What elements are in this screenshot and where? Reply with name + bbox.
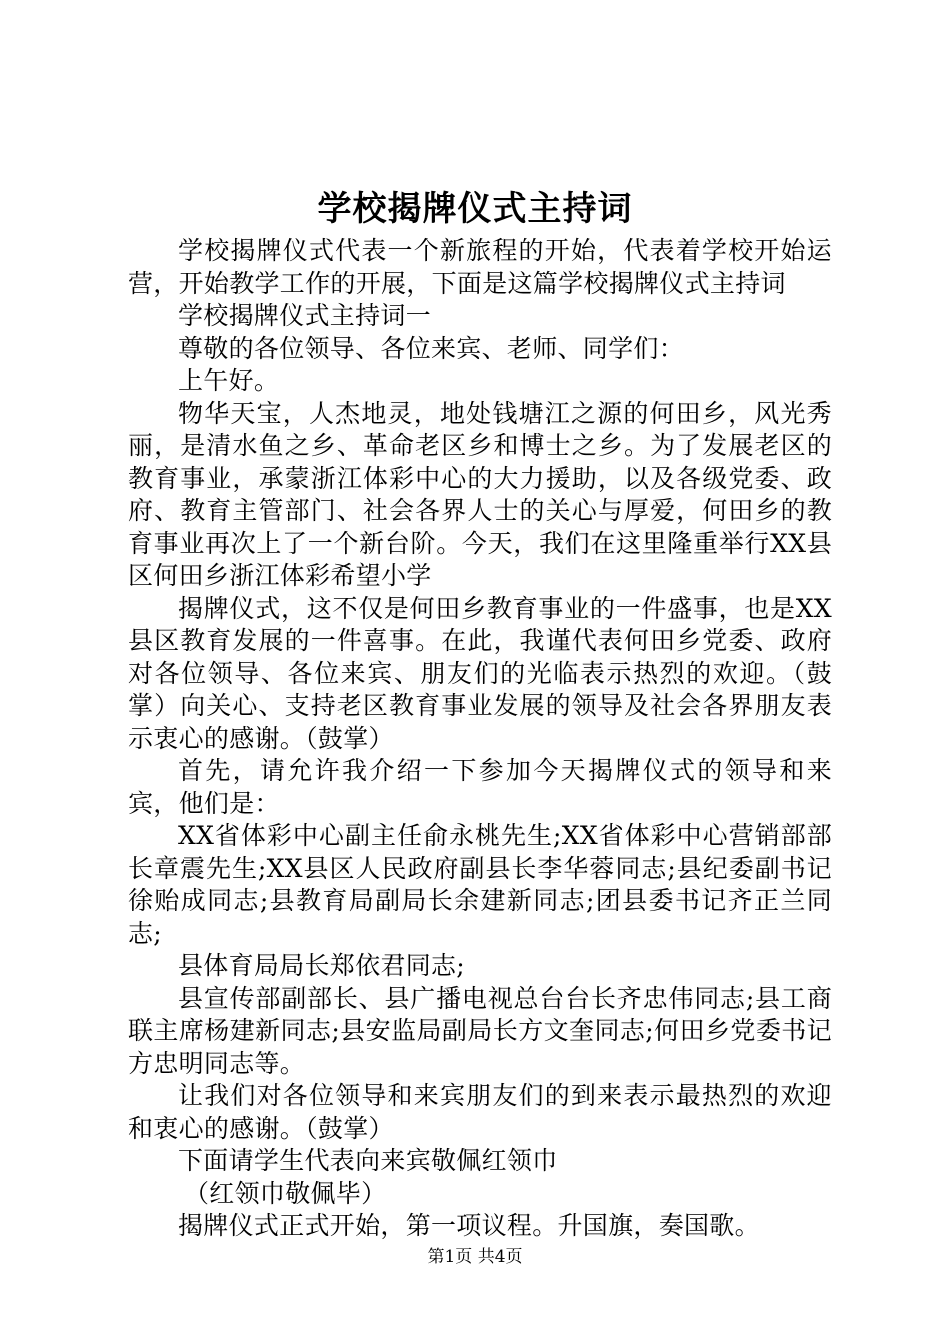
paragraph-greeting: 上午好。 xyxy=(178,366,280,395)
paragraph-red-scarf: 下面请学生代表向来宾敬佩红领巾 xyxy=(178,1146,558,1175)
paragraph-salutation: 尊敬的各位领导、各位来宾、老师、同学们： xyxy=(178,333,685,363)
paragraph-welcome: 揭牌仪式，这不仅是何田乡教育事业的一件盛事，也是XX县区教育发展的一件喜事。在此，我谨代表何田乡党委、政府对各位领导、各位来宾、朋友们的光临表示热烈的欢迎。（鼓掌）向关心、支持老区教育事业发展的领导及社会各界朋友表示衷心的感谢。（鼓掌） xyxy=(128,593,832,753)
paragraph-guest-list-1: XX省体彩中心副主任俞永桃先生;XX省体彩中心营销部部长章震先生;XX县区人民政府副县长李华蓉同志;县纪委副书记徐贻成同志;县教育局副局长余建新同志;团县委书记齐正兰同志; xyxy=(128,821,832,948)
paragraph-guest-list-3: 县宣传部副部长、县广播电视总台台长齐忠伟同志;县工商联主席杨建新同志;县安监局副局长方文奎同志;何田乡党委书记方忠明同志等。 xyxy=(128,983,832,1078)
page-footer: 第1页 共4页 xyxy=(427,1247,523,1267)
paragraph-red-scarf-done: （红领巾敬佩毕） xyxy=(184,1178,387,1208)
paragraph-background: 物华天宝，人杰地灵，地处钱塘江之源的何田乡，风光秀丽，是清水鱼之乡、革命老区乡和博士之乡。为了发展老区的教育事业，承蒙浙江体彩中心的大力援助，以及各级党委、政府、教育主管部门、社会各界人士的关心与厚爱，何田乡的教育事业再次上了一个新台阶。今天，我们在这里隆重举行XX县区何田乡浙江体彩希望小学 xyxy=(128,398,832,590)
paragraph-thanks: 让我们对各位领导和来宾朋友们的到来表示最热烈的欢迎和衷心的感谢。（鼓掌） xyxy=(128,1081,832,1143)
paragraph-intro: 学校揭牌仪式代表一个新旅程的开始，代表着学校开始运营，开始教学工作的开展，下面是这篇学校揭牌仪式主持词 xyxy=(128,236,832,298)
paragraph-introduction: 首先，请允许我介绍一下参加今天揭牌仪式的领导和来宾，他们是： xyxy=(128,756,832,818)
paragraph-ceremony-start: 揭牌仪式正式开始，第一项议程。升国旗，奏国歌。 xyxy=(178,1211,760,1240)
paragraph-guest-list-2: 县体育局局长郑依君同志; xyxy=(178,951,466,980)
document-body xyxy=(128,235,832,1243)
document-title: 学校揭牌仪式主持词 xyxy=(317,189,633,229)
paragraph-heading-one: 学校揭牌仪式主持词一 xyxy=(178,301,432,330)
